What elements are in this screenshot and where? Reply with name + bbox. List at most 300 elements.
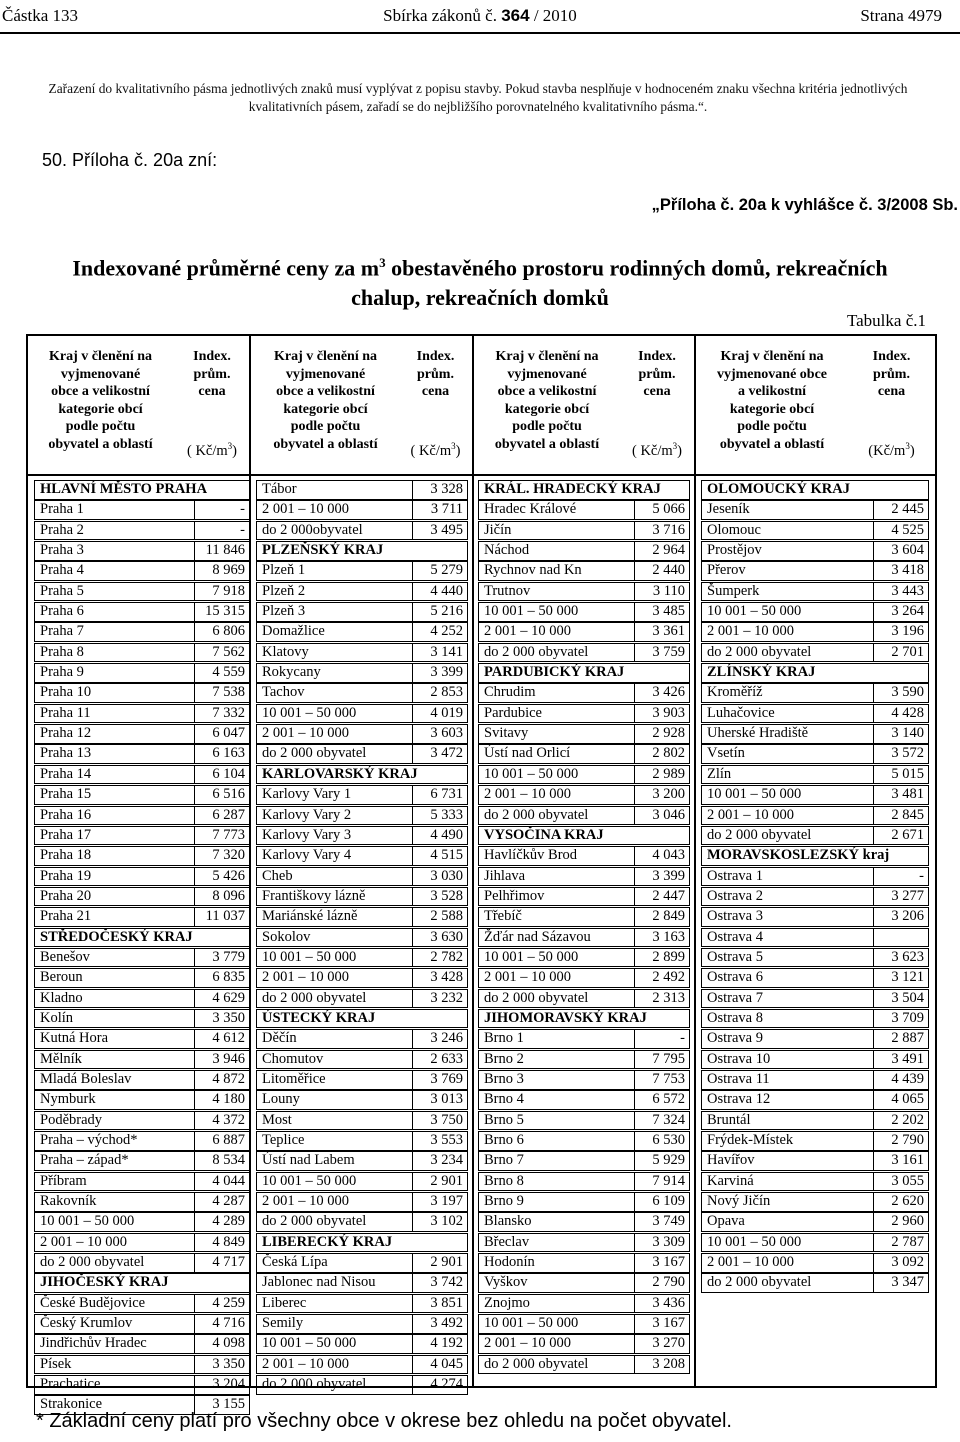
place-name: 10 001 – 50 000 (257, 949, 413, 967)
price-value: 3 604 (891, 542, 924, 559)
place-name: Karviná (702, 1173, 874, 1191)
table-row (478, 561, 690, 581)
table-row (256, 663, 468, 683)
table-row (34, 683, 250, 703)
price-value: 4 259 (212, 1294, 245, 1311)
place-name: 10 001 – 50 000 (479, 766, 635, 784)
table-row (701, 765, 929, 785)
index-label-line: cena (877, 384, 906, 400)
place-name: Ostrava 4 (702, 929, 874, 947)
table-row (478, 765, 690, 785)
column-header-line: obyvatel a oblastí (273, 436, 378, 452)
price-value: 7 795 (652, 1050, 685, 1067)
price-value: 4 612 (212, 1030, 245, 1047)
price-value: 5 426 (212, 867, 245, 884)
place-name: Plzeň 1 (257, 562, 413, 580)
place-name: Brno 6 (479, 1132, 635, 1150)
table-row (34, 1355, 250, 1375)
place-name: Ostrava 7 (702, 990, 874, 1008)
index-label-line: Index. (638, 349, 676, 364)
table-row (34, 622, 250, 642)
table-row (34, 1314, 250, 1334)
place-name: Praha 4 (35, 562, 195, 580)
place-name: Louny (257, 1091, 413, 1109)
price-value: 3 347 (891, 1274, 924, 1291)
price-value: 4 717 (212, 1254, 245, 1271)
table-row (701, 602, 929, 622)
region-heading: JIHOMORAVSKÝ KRAJ (484, 1009, 647, 1026)
place-name: Bruntál (702, 1112, 874, 1130)
unit-text: ( Kč/m (631, 442, 673, 459)
price-value: 6 163 (212, 745, 245, 762)
price-value: 3 030 (430, 867, 463, 884)
table-row (256, 1334, 468, 1354)
place-name: Brno 3 (479, 1071, 635, 1089)
table-row (701, 826, 929, 846)
place-name: Trutnov (479, 583, 635, 601)
price-value: 3 443 (891, 582, 924, 599)
column-header-index (399, 348, 472, 474)
table-row (256, 968, 468, 988)
table-row (478, 1334, 690, 1354)
place-name: Tábor (257, 481, 413, 499)
issue-number: Částka 133 (2, 6, 79, 25)
place-name: Prostějov (702, 542, 874, 560)
place-name: 2 001 – 10 000 (702, 1254, 874, 1272)
place-name: do 2 000 obyvatel (257, 1213, 413, 1231)
place-name: Litoměřice (257, 1071, 413, 1089)
annex-label: „Příloha č. 20a k vyhlášce č. 3/2008 Sb. (651, 196, 958, 214)
table-row (34, 643, 250, 663)
place-name: Praha 15 (35, 786, 195, 804)
price-value: 4 192 (430, 1335, 463, 1352)
price-value: 3 092 (891, 1254, 924, 1271)
region-heading: HLAVNÍ MĚSTO PRAHA (40, 481, 208, 497)
column-header-line: vyjmenované (285, 366, 366, 382)
place-name: Ostrava 9 (702, 1030, 874, 1048)
page-number: Strana 4979 (860, 6, 942, 25)
table-row (701, 1029, 929, 1049)
table-row (256, 867, 468, 887)
place-name: Rakovník (35, 1193, 195, 1211)
place-name: do 2 000 obyvatel (702, 1274, 874, 1292)
table-row (34, 1070, 250, 1090)
price-value: 2 701 (891, 643, 924, 660)
table-row (701, 561, 929, 581)
place-name: 10 001 – 50 000 (257, 705, 413, 723)
price-value: 3 426 (652, 684, 685, 701)
place-name: Klatovy (257, 644, 413, 662)
price-value: 3 196 (891, 623, 924, 640)
place-name: Zlín (702, 766, 874, 784)
place-name: Semily (257, 1315, 413, 1333)
table-row (256, 643, 468, 663)
place-name: Příbram (35, 1173, 195, 1191)
price-value: 2 620 (891, 1193, 924, 1210)
place-name: Brno 1 (479, 1030, 635, 1048)
place-name: 10 001 – 50 000 (479, 1315, 635, 1333)
table-row (34, 1050, 250, 1070)
place-name: Praha 17 (35, 827, 195, 845)
table-row (478, 1212, 690, 1232)
region-heading-row (478, 826, 690, 846)
place-name: Ostrava 6 (702, 969, 874, 987)
price-value: 3 350 (212, 1355, 245, 1372)
place-name: Svitavy (479, 725, 635, 743)
index-label-line: Index. (416, 349, 455, 364)
table-row (701, 521, 929, 541)
place-name: Praha 1 (35, 501, 195, 519)
table-row (256, 1212, 468, 1232)
price-value: 3 197 (430, 1193, 463, 1210)
place-name: Frýdek-Místek (702, 1132, 874, 1150)
price-value: - (919, 867, 924, 884)
price-value: 4 372 (212, 1111, 245, 1128)
table-row (701, 622, 929, 642)
place-name: Žďár nad Sázavou (479, 929, 635, 947)
price-value: 4 098 (212, 1335, 245, 1352)
price-value: 3 492 (430, 1315, 463, 1332)
price-value: 3 428 (430, 969, 463, 986)
table-row (34, 1090, 250, 1110)
table-row (34, 989, 250, 1009)
column-header-line: podle počtu (737, 419, 807, 435)
price-value: 3 155 (212, 1396, 245, 1413)
table-row (34, 785, 250, 805)
price-value: 3 553 (430, 1132, 463, 1148)
price-value: 3 769 (430, 1070, 463, 1087)
table-row (256, 1111, 468, 1131)
unit-superscript: 3 (451, 440, 456, 451)
column-header-line: obyvatel a oblastí (719, 436, 825, 452)
table-row (256, 744, 468, 764)
price-value: 5 279 (430, 562, 463, 579)
table-row (34, 806, 250, 826)
region-heading: VYSOČINA KRAJ (484, 826, 604, 843)
table-row (478, 1029, 690, 1049)
region-heading-row (256, 541, 468, 561)
price-value: 4 019 (430, 704, 463, 721)
place-name: Praha 2 (35, 522, 195, 540)
region-heading-row (701, 663, 929, 683)
place-name: Nový Jičín (702, 1193, 874, 1211)
table-row (256, 989, 468, 1009)
place-name: Šumperk (702, 583, 874, 601)
table-row (34, 1029, 250, 1049)
table-row (701, 724, 929, 744)
price-value: 11 037 (205, 908, 245, 925)
price-value: 3 350 (212, 1009, 245, 1026)
intro-paragraph: Zařazení do kvalitativního pásma jednotlivých znaků musí vyplývat z popisu stavby. Pokud stavba nesplňuje v hodnoceném znaku všechna kritéria jednotlivých kvalitativních pásem, zařadí se do nejbližšího porovnatelného kvalitativního pásma.“. (48, 81, 908, 114)
index-label (848, 348, 935, 401)
table-row (34, 1009, 250, 1029)
place-name: Praha 20 (35, 888, 195, 906)
price-value: 7 332 (212, 704, 245, 721)
table-row (478, 887, 690, 907)
place-name: Kroměříž (702, 684, 874, 702)
place-name: Rychnov nad Kn (479, 562, 635, 580)
price-value: 2 849 (652, 908, 685, 925)
place-name: Praha – západ* (35, 1152, 195, 1170)
price-value: 2 671 (891, 826, 924, 843)
table-row (478, 683, 690, 703)
place-name: Praha – východ* (35, 1132, 195, 1150)
place-name: Kolín (35, 1010, 195, 1028)
place-name: 10 001 – 50 000 (702, 603, 874, 621)
price-value: 3 742 (430, 1274, 463, 1291)
price-value: 6 516 (212, 786, 245, 803)
price-value: 7 918 (212, 582, 245, 599)
price-value: 3 013 (430, 1091, 463, 1108)
price-value: 3 623 (891, 948, 924, 965)
column-header-index (620, 348, 694, 474)
place-name: Břeclav (479, 1234, 635, 1252)
column-header-index (175, 348, 249, 474)
price-table (26, 334, 937, 1413)
price-value: 2 901 (430, 1172, 463, 1189)
price-value: 3 167 (652, 1254, 685, 1271)
price-value: 6 572 (652, 1091, 685, 1108)
column-divider (472, 336, 474, 1386)
table-row (701, 887, 929, 907)
place-name: Prachatice (35, 1376, 195, 1394)
table-row (478, 1314, 690, 1334)
price-value: 2 447 (652, 887, 685, 904)
gazette-number: 364 (501, 6, 530, 25)
table-row (701, 948, 929, 968)
price-value: 4 849 (212, 1233, 245, 1250)
place-name: Pelhřimov (479, 888, 635, 906)
column-header-region (28, 348, 173, 474)
table-row (34, 602, 250, 622)
price-value: 2 492 (652, 969, 685, 986)
place-name: Praha 13 (35, 745, 195, 763)
place-name: Ostrava 10 (702, 1051, 874, 1069)
region-heading: MORAVSKOSLEZSKÝ kraj (707, 847, 890, 864)
table-row (34, 1334, 250, 1354)
price-value: 5 929 (652, 1152, 685, 1169)
place-name: Český Krumlov (35, 1315, 195, 1333)
table-row (478, 867, 690, 887)
column-header-line: obce a velikostní (276, 384, 375, 400)
price-value: 4 515 (430, 847, 463, 864)
price-value: 3 418 (891, 562, 924, 579)
place-name: Česká Lípa (257, 1254, 413, 1272)
price-value: 2 440 (652, 562, 685, 579)
price-value: 2 790 (652, 1274, 685, 1291)
unit-text: (Kč/m (868, 442, 906, 459)
price-value: 6 109 (652, 1193, 685, 1210)
column-header-line: Kraj v členění na (495, 349, 599, 364)
table-row (701, 582, 929, 602)
table-row (701, 1111, 929, 1131)
price-value: 3 328 (430, 481, 463, 497)
index-label-line: prům. (193, 366, 231, 382)
place-name: Ostrava 11 (702, 1071, 874, 1089)
table-row (701, 500, 929, 520)
place-name: Vsetín (702, 745, 874, 763)
column-header-line: kategorie obcí (58, 401, 143, 417)
price-value: 2 202 (891, 1111, 924, 1128)
price-value: 5 333 (430, 806, 463, 823)
table-row (256, 1029, 468, 1049)
price-value: 4 289 (212, 1213, 245, 1230)
price-value: 3 046 (652, 806, 685, 823)
unit-text: ( Kč/m (186, 442, 228, 459)
price-value: 3 851 (430, 1294, 463, 1311)
table-row (478, 724, 690, 744)
place-name: do 2 000obyvatel (257, 522, 413, 540)
place-name: Havířov (702, 1152, 874, 1170)
table-row (34, 1253, 250, 1273)
price-value: 7 324 (652, 1111, 685, 1128)
place-name: Ostrava 1 (702, 868, 874, 886)
table-row (256, 622, 468, 642)
table-row (256, 785, 468, 805)
price-value: 7 320 (212, 847, 245, 864)
place-name: Ostrava 12 (702, 1091, 874, 1109)
place-name: Karlovy Vary 4 (257, 847, 413, 865)
place-name: Praha 18 (35, 847, 195, 865)
price-value: 4 065 (891, 1091, 924, 1108)
price-value: 4 872 (212, 1070, 245, 1087)
place-name: Brno 7 (479, 1152, 635, 1170)
price-value: 4 629 (212, 989, 245, 1006)
price-value: 6 287 (212, 806, 245, 823)
section-heading: 50. Příloha č. 20a zní: (42, 150, 218, 170)
index-label-line: prům. (873, 366, 910, 382)
place-name: 10 001 – 50 000 (257, 1173, 413, 1191)
unit-superscript: 3 (227, 440, 233, 451)
place-name: Jindřichův Hradec (35, 1335, 195, 1353)
price-value: 3 309 (652, 1233, 685, 1250)
price-value: 4 287 (212, 1193, 245, 1210)
column-header-region (474, 348, 620, 474)
column-header-line: Kraj v členění na (720, 349, 824, 364)
place-name: Kladno (35, 990, 195, 1008)
column-header-line: obce a velikostní (51, 384, 150, 400)
table-row (478, 1050, 690, 1070)
price-value: 6 887 (212, 1132, 245, 1148)
table-row (34, 1151, 250, 1171)
region-heading-row (478, 1009, 690, 1029)
price-value: 3 716 (652, 521, 685, 538)
place-name: Ostrava 3 (702, 908, 874, 926)
place-name: do 2 000 obyvatel (257, 1376, 413, 1394)
table-row (34, 724, 250, 744)
place-name: Nymburk (35, 1091, 195, 1109)
price-value: 2 782 (430, 948, 463, 965)
price-value: 4 559 (212, 664, 245, 681)
place-name: Ostrava 5 (702, 949, 874, 967)
place-name: Karlovy Vary 2 (257, 807, 413, 825)
unit-label (620, 438, 694, 460)
place-name: Praha 14 (35, 766, 195, 784)
table-row (478, 1273, 690, 1293)
table-row (256, 1294, 468, 1314)
region-heading-row (256, 1233, 468, 1253)
table-row (478, 948, 690, 968)
price-value: 3 436 (652, 1294, 685, 1311)
price-value: 5 015 (891, 765, 924, 782)
place-name: 10 001 – 50 000 (479, 949, 635, 967)
table-row (701, 744, 929, 764)
price-value: 5 066 (652, 501, 685, 518)
place-name: Jihlava (479, 868, 635, 886)
place-name: 2 001 – 10 000 (257, 969, 413, 987)
place-name: Písek (35, 1356, 195, 1374)
table-row (256, 1070, 468, 1090)
region-heading-row (478, 663, 690, 683)
unit-label (175, 438, 249, 460)
index-label (620, 348, 694, 401)
place-name: Cheb (257, 868, 413, 886)
place-name: 2 001 – 10 000 (702, 807, 874, 825)
place-name: Jeseník (702, 501, 874, 519)
place-name: Kutná Hora (35, 1030, 195, 1048)
place-name: Ústí nad Orlicí (479, 745, 635, 763)
place-name: Znojmo (479, 1295, 635, 1313)
index-label (175, 348, 249, 401)
price-value: 3 399 (652, 867, 685, 884)
region-heading-row (256, 1009, 468, 1029)
place-name: Ústí nad Labem (257, 1152, 413, 1170)
index-label-line: cena (421, 384, 450, 400)
place-name: Praha 16 (35, 807, 195, 825)
table-row (34, 1375, 250, 1395)
column-header-line: kategorie obcí (504, 401, 590, 417)
table-row (478, 582, 690, 602)
price-value (874, 929, 928, 947)
gazette-year: / 2010 (533, 6, 577, 25)
table-column (34, 480, 250, 1416)
column-header-line: vyjmenované (60, 366, 141, 382)
table-row (701, 541, 929, 561)
table-row (256, 846, 468, 866)
place-name: Chomutov (257, 1051, 413, 1069)
table-row (256, 1131, 468, 1151)
region-heading: JIHOČESKÝ KRAJ (40, 1274, 169, 1291)
table-row (478, 1070, 690, 1090)
table-row (478, 643, 690, 663)
table-row (256, 826, 468, 846)
table-column (478, 480, 690, 1375)
table-row (478, 846, 690, 866)
place-name: Františkovy lázně (257, 888, 413, 906)
table-row (478, 541, 690, 561)
region-heading-row (34, 928, 250, 948)
document-title (0, 248, 960, 313)
region-heading: LIBERECKÝ KRAJ (262, 1233, 393, 1250)
table-row (256, 500, 468, 520)
price-value: 3 167 (652, 1315, 685, 1332)
price-value: 2 790 (891, 1132, 924, 1148)
column-header-line: vyjmenované obce (716, 366, 828, 382)
table-row (701, 1212, 929, 1232)
index-label-line: cena (198, 384, 226, 400)
gazette-title (0, 6, 960, 26)
price-value: 3 206 (891, 908, 924, 925)
price-value: 3 140 (891, 725, 924, 742)
column-header-line: kategorie obcí (729, 401, 815, 417)
region-heading-row (701, 480, 929, 500)
table-row (478, 1192, 690, 1212)
place-name: 2 001 – 10 000 (257, 1193, 413, 1211)
table-row (34, 1131, 250, 1151)
table-row (34, 582, 250, 602)
price-value: 3 399 (430, 664, 463, 681)
place-name: Strakonice (35, 1396, 195, 1414)
